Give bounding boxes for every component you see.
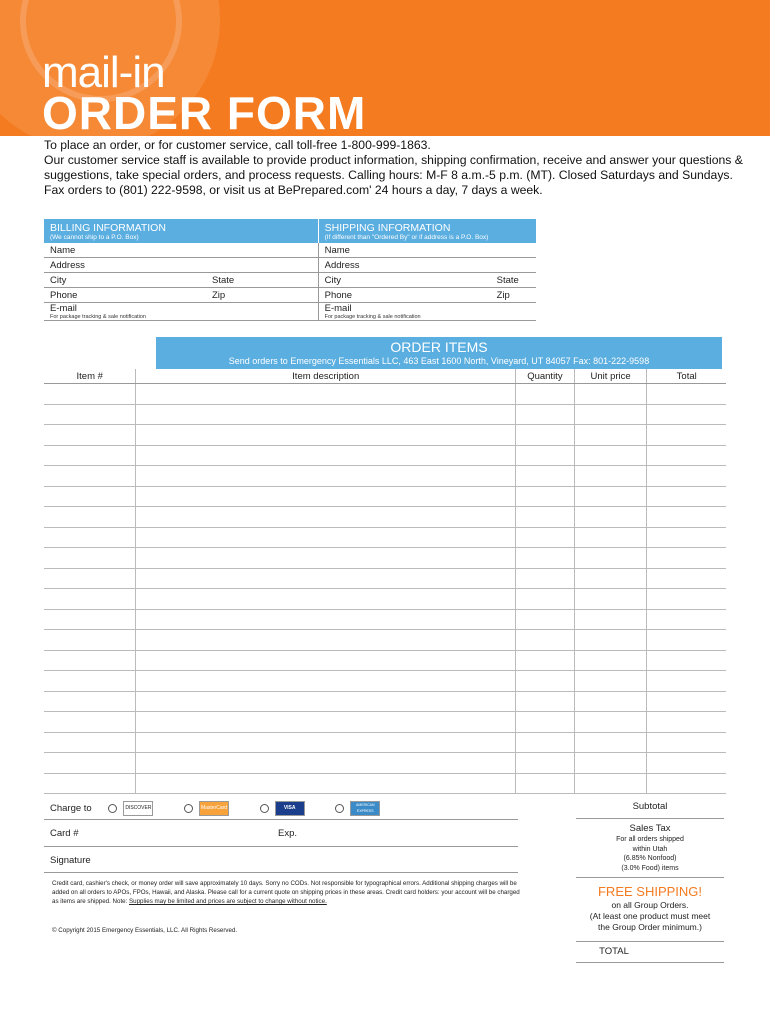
signature-field[interactable] [44,872,518,873]
tax-note-line3: (6.85% Nonfood) [623,855,677,862]
copyright: © Copyright 2015 Emergency Essentials, LLC. All Rights Reserved. [52,927,238,934]
table-row [44,630,726,651]
billing-email-note: For package tracking & sale notification [50,314,146,320]
total-cell[interactable] [647,630,726,651]
total-cell[interactable] [647,589,726,610]
quantity-cell[interactable] [515,527,574,548]
item-description-cell[interactable] [136,507,516,528]
billing-title: BILLING INFORMATION [50,222,166,234]
total-cell[interactable] [647,404,726,425]
intro-line3: Fax orders to (801) 222-9598, or visit us at BePrepared.com' 24 hours a day, 7 days a week. [44,183,543,197]
divider [576,941,724,942]
visa-radio[interactable] [260,804,269,813]
quantity-cell[interactable] [515,630,574,651]
tax-note-line4: (3.0% Food) items [621,864,679,872]
quantity-cell[interactable] [515,609,574,630]
item-number-cell[interactable] [44,630,136,651]
table-row [44,548,726,569]
signature-label: Signature [50,855,91,866]
total-cell[interactable] [647,445,726,466]
visa-card-icon: VISA [275,801,305,816]
item-number-cell[interactable] [44,773,136,794]
unit-price-cell[interactable] [574,773,647,794]
unit-price-cell[interactable] [574,404,647,425]
quantity-cell[interactable] [515,486,574,507]
tax-note-line2: within Utah [632,845,668,853]
intro-line2: Our customer service staff is available to provide product information, shipping confirmation, receive and answer your questions & suggestions, take special orders, and process requests. Calling hours: M-F 8 a.m.-5 p.m. (MT). Closed Saturdays and Sundays. [44,153,743,182]
col-quantity: Quantity [515,369,574,384]
item-description-cell[interactable] [136,589,516,610]
unit-price-cell[interactable] [574,507,647,528]
table-row [44,650,726,671]
card-number-label: Card # [50,828,79,839]
unit-price-cell[interactable] [574,732,647,753]
total-cell[interactable] [647,691,726,712]
item-number-cell[interactable] [44,404,136,425]
item-description-cell[interactable] [136,773,516,794]
total-cell[interactable] [647,486,726,507]
unit-price-cell[interactable] [574,712,647,733]
item-number-cell[interactable] [44,712,136,733]
col-unit-price: Unit price [574,369,647,384]
order-items-header [156,337,722,369]
unit-price-cell[interactable] [574,384,647,405]
quantity-cell[interactable] [515,773,574,794]
unit-price-cell[interactable] [574,753,647,774]
title-line2: ORDER FORM [42,87,367,136]
total-cell[interactable] [647,609,726,630]
table-row [44,466,726,487]
quantity-cell[interactable] [515,712,574,733]
subtotal-label: Subtotal [632,801,668,812]
total-cell[interactable] [647,548,726,569]
unit-price-cell[interactable] [574,568,647,589]
fine-print-note: Supplies may be limited and prices are subject to change without notice. [129,898,327,905]
quantity-cell[interactable] [515,753,574,774]
quantity-cell[interactable] [515,466,574,487]
billing-name-field[interactable]: Name [44,243,318,258]
table-row [44,384,726,405]
amex-card-icon: AMERICAN EXPRESS [350,801,380,816]
table-row [44,589,726,610]
total-cell[interactable] [647,712,726,733]
discover-radio[interactable] [108,804,117,813]
subtotal-field[interactable] [576,818,724,819]
table-row [44,527,726,548]
table-row [44,507,726,528]
billing-subtitle: (We cannot ship to a P.O. Box) [50,234,139,241]
item-description-cell[interactable] [136,486,516,507]
billing-state-field[interactable]: State [206,273,318,288]
billing-address-field[interactable]: Address [44,258,318,273]
unit-price-cell[interactable] [574,671,647,692]
fine-print-text: Credit card, cashier's check, or money order will save approximately 10 days. Sorry no CODs. Not responsible for typographical errors. Additional shipping charges will be added on all orders to APOs, FPOs, Hawaii, and Alaska. Please call for a current quote on shipping prices in these areas. Credit card holders: your account will be charged as items are shipped. Note: [52,880,520,905]
address-table [44,219,536,321]
total-cell[interactable] [647,773,726,794]
total-cell[interactable] [647,753,726,774]
discover-card-icon: DISCOVER [123,801,153,816]
intro-line1: To place an order, or for customer service, call toll-free 1-800-999-1863. [44,138,431,152]
col-total: Total [647,369,726,384]
table-row [44,486,726,507]
unit-price-cell[interactable] [574,630,647,651]
billing-city-field[interactable]: City [44,273,206,288]
item-number-cell[interactable] [44,425,136,446]
shipping-email-label: E-mail [324,303,352,314]
total-label: TOTAL [599,946,629,957]
mastercard-card-icon: MasterCard [199,801,229,816]
item-number-cell[interactable] [44,486,136,507]
item-number-cell[interactable] [44,753,136,774]
title-line1: mail-in [42,48,165,97]
item-description-cell[interactable] [136,568,516,589]
unit-price-cell[interactable] [574,589,647,610]
item-description-cell[interactable] [136,384,516,405]
shipping-name-field[interactable]: Name [318,243,536,258]
billing-header [44,219,318,243]
table-row [44,773,726,794]
quantity-cell[interactable] [515,568,574,589]
mastercard-radio[interactable] [184,804,193,813]
quantity-cell[interactable] [515,425,574,446]
sales-tax-field[interactable] [576,877,724,878]
free-note-line3: the Group Order minimum.) [598,922,702,932]
total-cell[interactable] [647,507,726,528]
billing-zip-field[interactable]: Zip [206,288,318,303]
table-row [44,568,726,589]
exp-label: Exp. [278,828,298,839]
tax-note-line1: For all orders shipped [616,836,684,843]
quantity-cell[interactable] [515,548,574,569]
sales-tax-note [576,835,724,873]
shipping-email-note: For package tracking & sale notification [324,314,421,320]
quantity-cell[interactable] [515,691,574,712]
quantity-cell[interactable] [515,507,574,528]
item-number-cell[interactable] [44,671,136,692]
item-description-cell[interactable] [136,445,516,466]
item-description-cell[interactable] [136,671,516,692]
item-description-cell[interactable] [136,527,516,548]
item-description-cell[interactable] [136,753,516,774]
quantity-cell[interactable] [515,589,574,610]
quantity-cell[interactable] [515,384,574,405]
shipping-header [318,219,536,243]
total-cell[interactable] [647,466,726,487]
total-cell[interactable] [647,425,726,446]
item-description-cell[interactable] [136,630,516,651]
item-description-cell[interactable] [136,691,516,712]
billing-phone-field[interactable]: Phone [44,288,206,303]
billing-email-label: E-mail [50,303,77,314]
shipping-state-field[interactable]: State [491,273,536,288]
shipping-city-field[interactable]: City [318,273,491,288]
header-banner [0,0,770,136]
table-row [44,753,726,774]
order-items-title: ORDER ITEMS [390,339,488,355]
quantity-cell[interactable] [515,732,574,753]
item-number-cell[interactable] [44,384,136,405]
total-field[interactable] [576,962,724,963]
unit-price-cell[interactable] [574,609,647,630]
unit-price-cell[interactable] [574,527,647,548]
item-description-cell[interactable] [136,712,516,733]
table-row [44,425,726,446]
total-cell[interactable] [647,650,726,671]
divider [44,819,518,820]
item-number-cell[interactable] [44,507,136,528]
table-row [44,445,726,466]
shipping-title: SHIPPING INFORMATION [324,222,451,234]
item-description-cell[interactable] [136,466,516,487]
quantity-cell[interactable] [515,445,574,466]
total-cell[interactable] [647,527,726,548]
item-description-cell[interactable] [136,404,516,425]
fine-print [52,879,522,906]
unit-price-cell[interactable] [574,425,647,446]
total-cell[interactable] [647,671,726,692]
item-number-cell[interactable] [44,691,136,712]
table-row [44,712,726,733]
billing-email-field[interactable] [44,303,318,321]
item-number-cell[interactable] [44,527,136,548]
free-note-line1: on all Group Orders. [611,900,689,910]
table-row [44,732,726,753]
item-description-cell[interactable] [136,609,516,630]
unit-price-cell[interactable] [574,466,647,487]
item-number-cell[interactable] [44,650,136,671]
unit-price-cell[interactable] [574,486,647,507]
charge-to-row [44,801,408,816]
item-number-cell[interactable] [44,548,136,569]
col-item-description: Item description [136,369,516,384]
total-cell[interactable] [647,568,726,589]
item-number-cell[interactable] [44,466,136,487]
table-row [44,671,726,692]
free-shipping-note [576,900,724,933]
quantity-cell[interactable] [515,650,574,671]
unit-price-cell[interactable] [574,650,647,671]
quantity-cell[interactable] [515,404,574,425]
table-row [44,609,726,630]
col-item-number: Item # [44,369,136,384]
unit-price-cell[interactable] [574,548,647,569]
item-description-cell[interactable] [136,732,516,753]
item-description-cell[interactable] [136,425,516,446]
charge-to-label: Charge to [50,803,92,815]
order-items-subtitle: Send orders to Emergency Essentials LLC, 463 East 1600 North, Vineyard, UT 84057 Fax: 801-222-9598 [228,356,650,366]
quantity-cell[interactable] [515,671,574,692]
item-number-cell[interactable] [44,445,136,466]
shipping-email-field[interactable] [318,303,536,321]
item-description-cell[interactable] [136,650,516,671]
amex-radio[interactable] [335,804,344,813]
sales-tax-label: Sales Tax [629,823,671,834]
item-number-cell[interactable] [44,609,136,630]
table-row [44,404,726,425]
total-cell[interactable] [647,384,726,405]
unit-price-cell[interactable] [574,691,647,712]
free-shipping-label: FREE SHIPPING! [597,884,703,899]
shipping-zip-field[interactable]: Zip [491,288,536,303]
order-items-table [44,369,726,794]
item-description-cell[interactable] [136,548,516,569]
unit-price-cell[interactable] [574,445,647,466]
intro-text [44,138,744,198]
card-number-field[interactable] [44,846,518,847]
shipping-address-field[interactable]: Address [318,258,536,273]
table-row [44,691,726,712]
total-cell[interactable] [647,732,726,753]
shipping-subtitle: (If different than "Ordered By" or if address is a P.O. Box) [324,234,489,241]
item-number-cell[interactable] [44,568,136,589]
item-number-cell[interactable] [44,589,136,610]
shipping-phone-field[interactable]: Phone [318,288,491,303]
free-note-line2: (At least one product must meet [589,911,711,921]
item-number-cell[interactable] [44,732,136,753]
